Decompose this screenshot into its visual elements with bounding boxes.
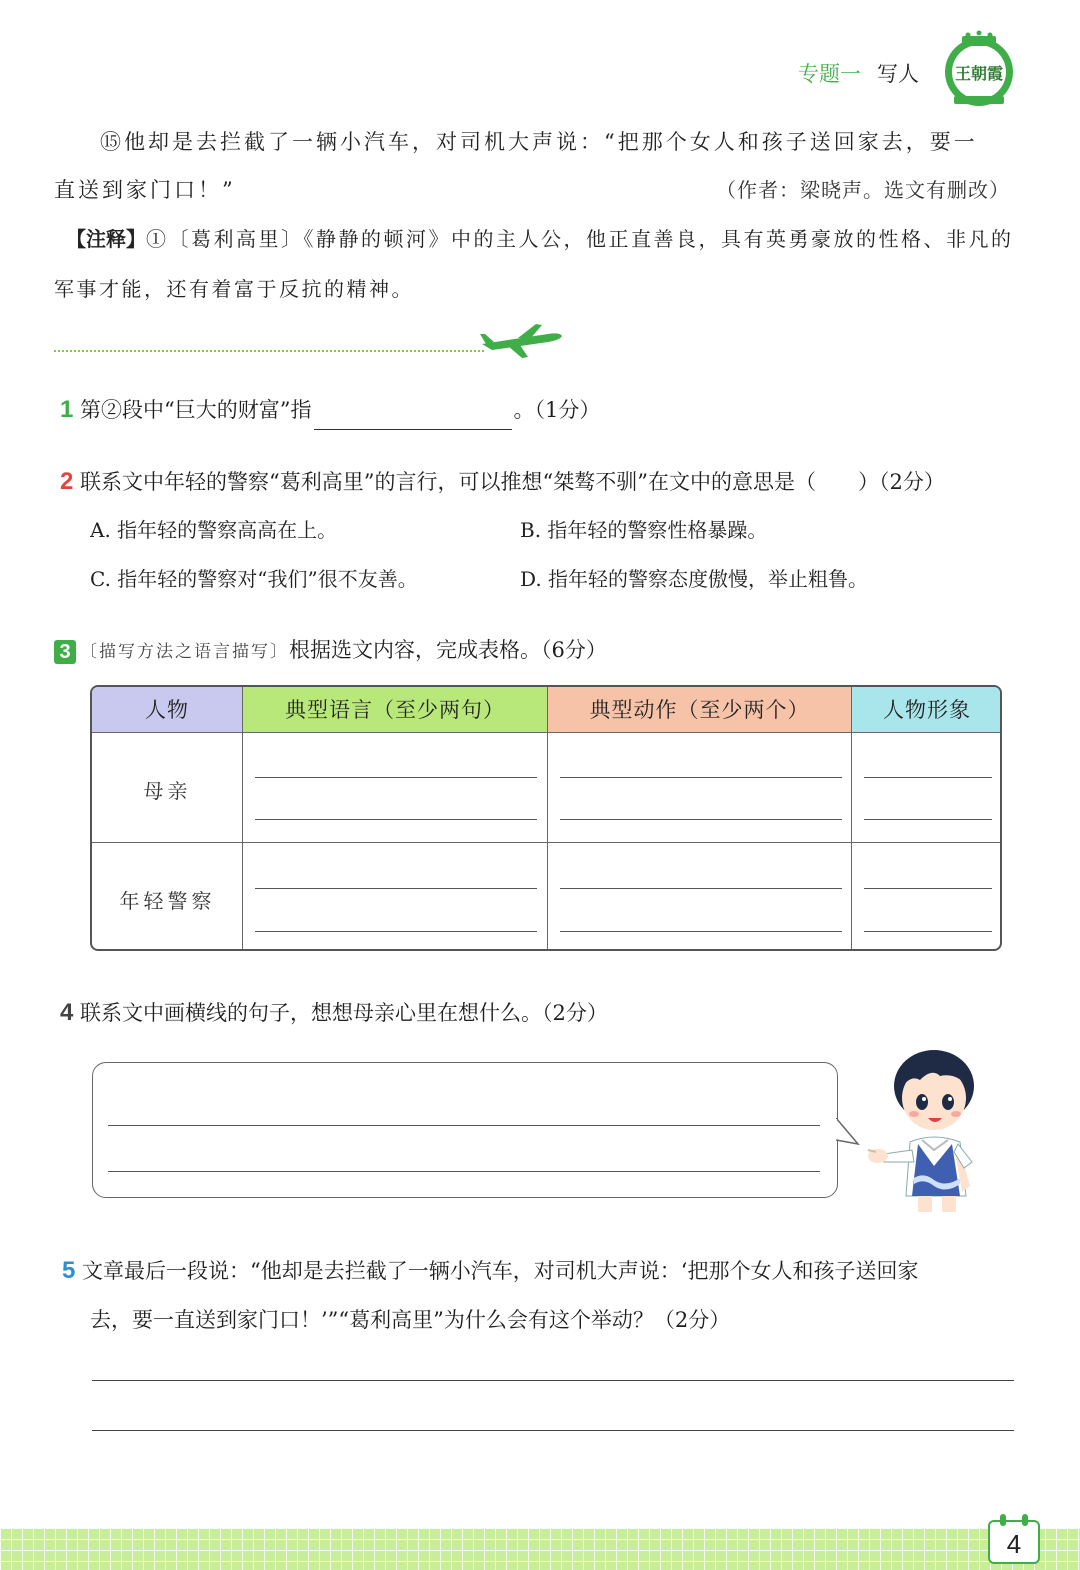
- question-5: [62, 1251, 918, 1291]
- row-mother: 母亲: [143, 779, 192, 803]
- answer-line[interactable]: [864, 931, 992, 932]
- q2-option-c[interactable]: C. 指年轻的警察对“我们”很不友善。: [90, 567, 418, 591]
- answer-line[interactable]: [108, 1171, 820, 1172]
- footer-grid-band: [0, 1528, 1080, 1570]
- header-image: 人物形象: [852, 687, 1002, 733]
- q5-number: 5: [62, 1257, 76, 1284]
- note-line2: 军事才能，还有着富于反抗的精神。: [54, 277, 414, 301]
- row-divider: [92, 842, 1000, 843]
- author-credit: （作者：梁晓声。选文有删改）: [716, 178, 1010, 202]
- note-title: 【注释】: [66, 227, 146, 251]
- header-character: 人物: [92, 687, 243, 733]
- section-divider: [54, 350, 484, 352]
- boy-illustration: [862, 1046, 986, 1218]
- answer-line[interactable]: [560, 777, 842, 778]
- topic-label: 专题一: [798, 62, 861, 86]
- answer-line[interactable]: [560, 931, 842, 932]
- q1-number: 1: [60, 396, 74, 423]
- answer-line[interactable]: [255, 888, 537, 889]
- passage-para15-line1: ⑮他却是去拦截了一辆小汽车，对司机大声说：“把那个女人和孩子送回家去，要一: [100, 130, 978, 154]
- answer-line[interactable]: [864, 888, 992, 889]
- q4-number: 4: [60, 999, 74, 1026]
- page-number-text: 4: [1006, 1529, 1022, 1559]
- question-4: [60, 993, 608, 1033]
- answer-line[interactable]: [92, 1380, 1014, 1381]
- question-1: [60, 390, 600, 430]
- q3-tag: 〔描写方法之语言描写〕: [80, 642, 289, 662]
- airplane-icon: [478, 322, 564, 360]
- note-text: ①〔葛利高里〕《静静的顿河》中的主人公，他正直善良，具有英勇豪放的性格、非凡的: [146, 227, 1014, 251]
- q3-text: 根据选文内容，完成表格。（6分）: [289, 638, 607, 662]
- topic-name: 写人: [877, 62, 919, 86]
- answer-line[interactable]: [864, 819, 992, 820]
- q2-option-b[interactable]: B. 指年轻的警察性格暴躁。: [520, 518, 768, 542]
- publisher-logo: [942, 30, 1016, 110]
- q1-text: 第②段中“巨大的财富”指: [80, 398, 312, 422]
- answer-line[interactable]: [255, 931, 537, 932]
- answer-line[interactable]: [108, 1125, 820, 1126]
- q5-text-line2: 去，要一直送到家门口！’”“葛利高里”为什么会有这个举动？（2分）: [90, 1308, 731, 1332]
- answer-line[interactable]: [864, 777, 992, 778]
- q2-option-a[interactable]: A. 指年轻的警察高高在上。: [90, 518, 338, 542]
- answer-line[interactable]: [255, 819, 537, 820]
- q4-text: 联系文中画横线的句子，想想母亲心里在想什么。（2分）: [80, 1001, 608, 1025]
- answer-line[interactable]: [255, 777, 537, 778]
- header-action: 典型动作（至少两个）: [548, 687, 852, 733]
- answer-line[interactable]: [560, 819, 842, 820]
- note-line1: [66, 215, 1014, 263]
- q2-option-d[interactable]: D. 指年轻的警察态度傲慢，举止粗鲁。: [520, 567, 869, 591]
- q3-number: 3: [54, 640, 76, 664]
- q1-score: 。（1分）: [513, 398, 601, 422]
- svg-text:王朝霞: 王朝霞: [954, 64, 1004, 83]
- passage-para15-line2: 直送到家门口！”: [54, 178, 236, 202]
- answer-line[interactable]: [560, 888, 842, 889]
- bubble-tail: [836, 1118, 860, 1148]
- question-3: [54, 630, 607, 672]
- q2-number: 2: [60, 468, 74, 495]
- speech-bubble-answer-box[interactable]: [92, 1062, 838, 1198]
- header-language: 典型语言（至少两句）: [243, 687, 548, 733]
- character-table: [90, 685, 1002, 951]
- question-2: [60, 462, 945, 502]
- q5-text-line1: 文章最后一段说：“他却是去拦截了一辆小汽车，对司机大声说：‘把那个女人和孩子送回家: [82, 1259, 919, 1283]
- answer-line[interactable]: [92, 1430, 1014, 1431]
- row-policeman: 年轻警察: [119, 889, 216, 913]
- q2-text: 联系文中年轻的警察“葛利高里”的言行，可以推想“桀骜不驯”在文中的意思是（ ）（2分）: [80, 470, 945, 494]
- page-number: [988, 1520, 1040, 1564]
- q1-answer-blank[interactable]: [314, 401, 512, 430]
